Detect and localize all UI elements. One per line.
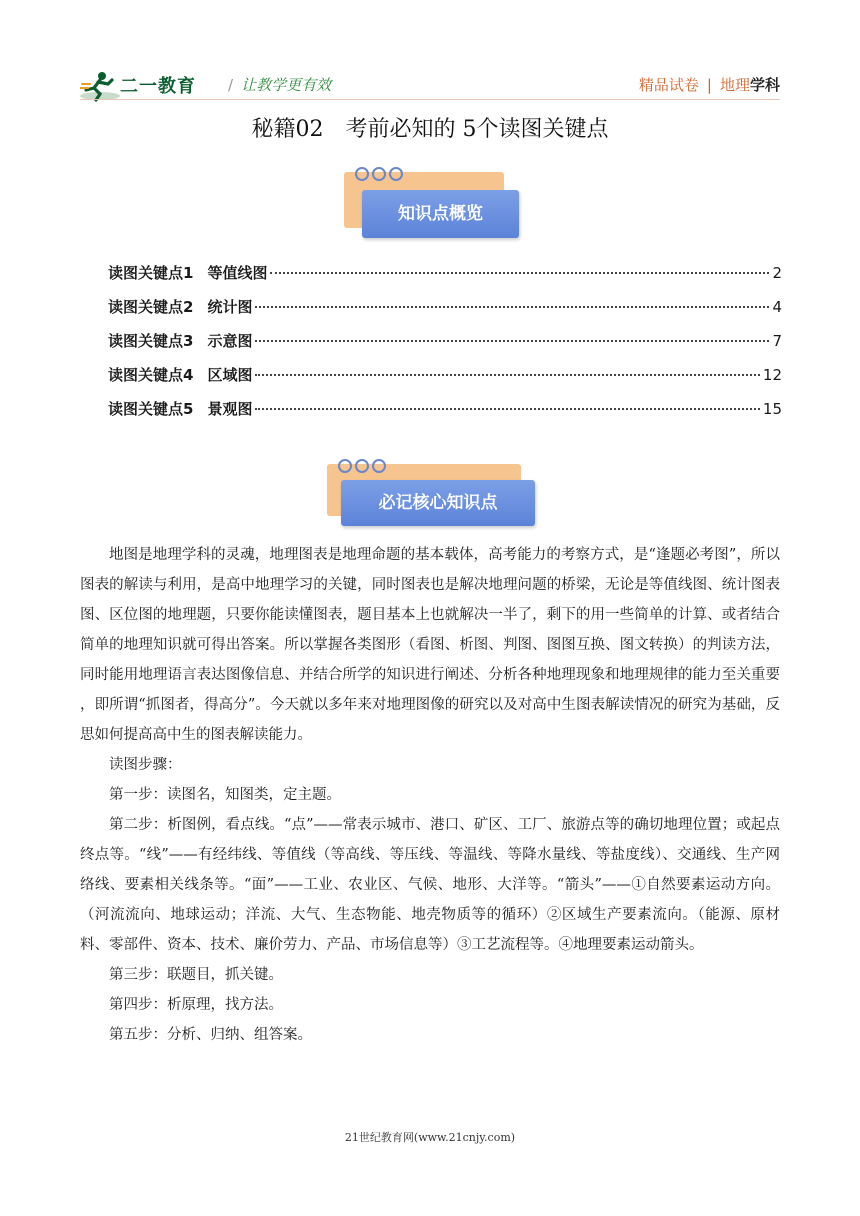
header-rule (80, 99, 780, 100)
page-footer[interactable]: 21世纪教育网(www.21cnjy.com) (344, 1131, 516, 1144)
overview-badge (344, 162, 519, 242)
toc-row[interactable] (108, 398, 782, 432)
toc-leader-dots (255, 306, 769, 308)
slogan: / 让教学更有效 (228, 76, 332, 94)
step-2: 第二步：析图例，看点线。“点”——常表示城市、港口、矿区、工厂、旅游点等的确切地理位置；或起点终点等。“线”——有经纬线、等值线（等高线、等压线、等温线、等降水量线、等盐度线）、交通线、生产网络线、要素相关线条等。“面”——工业、农业区、气候、地形、大洋等。“箭头”——①自然要素运动方向。（河流流向、地球运动；洋流、大气、生态物能、地壳物质等的循环）②区域生产要素流向。（能源、原材料、零部件、资本、技术、廉价劳力、产品、市场信息等）③工艺流程等。④地理要素运动箭头。 (80, 817, 780, 953)
toc-item-number: 读图关键点3 (108, 332, 194, 350)
binder-rings-icon (352, 162, 412, 184)
core-badge-label: 必记核心知识点 (341, 480, 535, 526)
toc-leader-dots (255, 408, 759, 410)
toc-item-page: 7 (772, 332, 782, 350)
toc-row[interactable] (108, 296, 782, 330)
toc-item-number: 读图关键点4 (108, 366, 194, 384)
slogan-text: 让教学更有效 (241, 76, 332, 94)
toc-item-name: 统计图 (207, 298, 253, 316)
toc-item-name: 等值线图 (207, 264, 268, 282)
toc-item-name: 区域图 (207, 366, 253, 384)
toc-item-name: 示意图 (207, 332, 253, 350)
toc-item-number: 读图关键点2 (108, 298, 194, 316)
toc-item-page: 15 (762, 400, 782, 418)
toc-item-number: 读图关键点5 (108, 400, 194, 418)
page-title: 秘籍02 考前必知的 5个读图关键点 (251, 117, 609, 142)
toc-row[interactable] (108, 364, 782, 398)
step-5: 第五步：分析、归纳、组答案。 (109, 1027, 312, 1043)
toc-item-name: 景观图 (207, 400, 253, 418)
tag-left: 精品试卷 (638, 76, 699, 94)
binder-rings-icon (335, 454, 395, 476)
page-header (0, 0, 860, 108)
toc-leader-dots (255, 340, 769, 342)
toc-item-page: 4 (772, 298, 782, 316)
step-3: 第三步：联题目，抓关键。 (109, 967, 283, 983)
toc-row[interactable] (108, 330, 782, 364)
toc-item-page: 2 (772, 264, 782, 282)
tag-subject-b: 学科 (749, 76, 780, 94)
intro-paragraph: 地图是地理学科的灵魂，地理图表是地理命题的基本载体，高考能力的考察方式，是“逢题必考图”，所以图表的解读与利用，是高中地理学习的关键，同时图表也是解决地理问题的桥梁，无论是等值线图、统计图表图、区位图的地理题，只要你能读懂图表，题目基本上也就解决一半了，剩下的用一些简单的计算、或者结合简单的地理知识就可得出答案。所以掌握各类图形（看图、析图、判图、图图互换、图文转换）的判读方法，同时能用地理语言表达图像信息、并结合所学的知识进行阐述、分析各种地理现象和地理规律的能力至关重要 ，即所谓“抓图者，得高分”。今天就以多年来对地理图像的研究以及对高中生图表解读情况的研究为基础，反思如何提高高中生的图表解读能力。 (80, 547, 780, 743)
logo-text: 二一教育 (120, 76, 196, 97)
step-4: 第四步：析原理，找方法。 (109, 997, 283, 1013)
core-knowledge-badge (327, 454, 537, 530)
tag-separator: | (706, 76, 712, 94)
step-1: 第一步：读图名，知图类，定主题。 (109, 787, 341, 803)
table-of-contents (108, 262, 782, 432)
toc-item-number: 读图关键点1 (108, 264, 194, 282)
toc-leader-dots (255, 374, 759, 376)
toc-row[interactable] (108, 262, 782, 296)
main-content (80, 540, 780, 1050)
toc-item-page: 12 (762, 366, 782, 384)
subject-tag (639, 74, 780, 95)
steps-heading: 读图步骤： (109, 757, 182, 773)
toc-leader-dots (270, 272, 769, 274)
overview-badge-label: 知识点概览 (362, 190, 519, 238)
tag-subject-a: 地理 (719, 76, 750, 94)
